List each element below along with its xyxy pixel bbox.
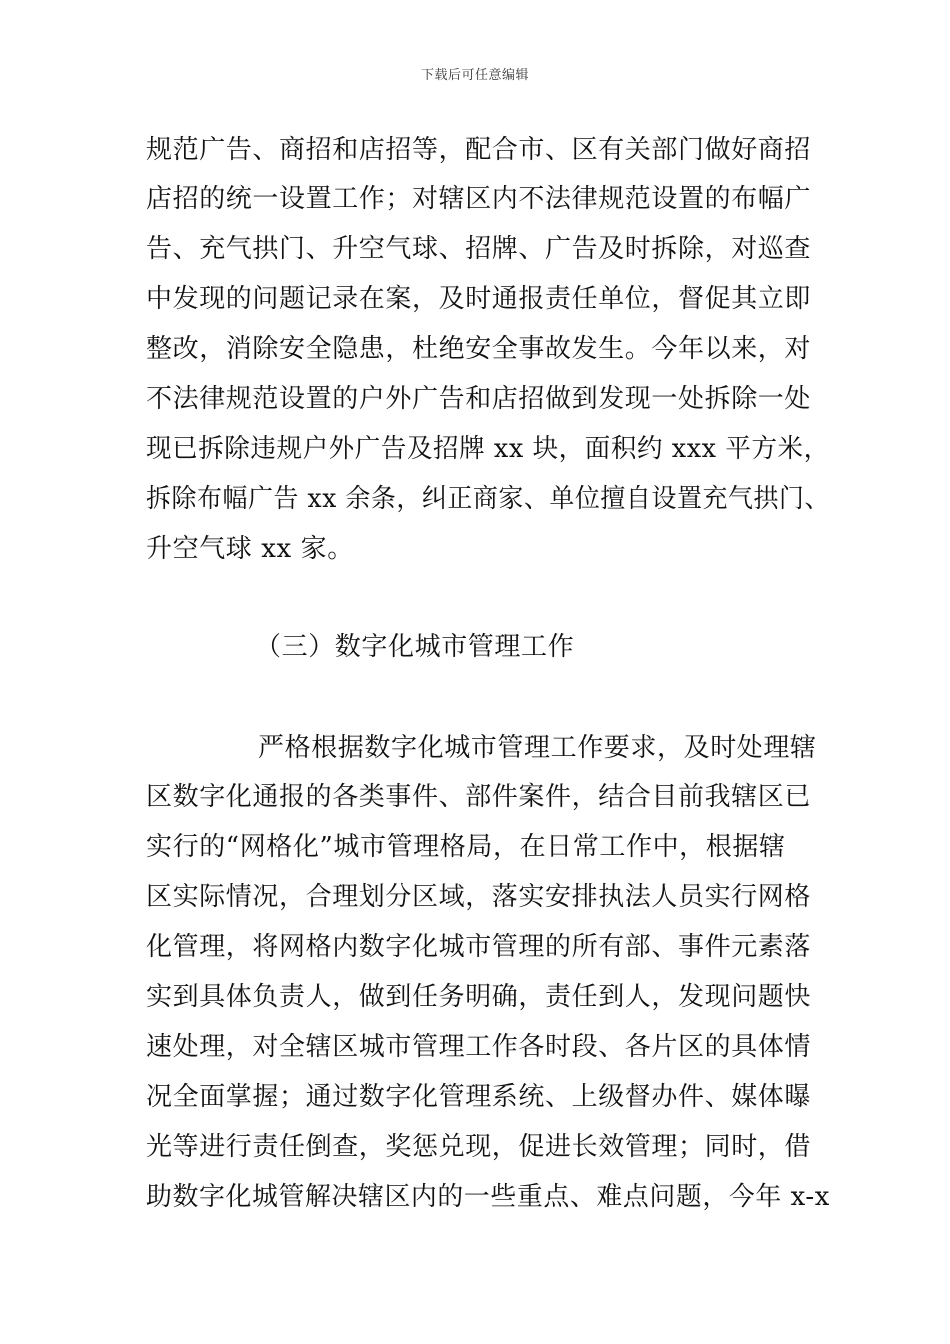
- text-line: 化管理，将网格内数字化城市管理的所有部、事件元素落: [146, 932, 812, 962]
- section-heading: （三）数字化城市管理工作: [255, 632, 575, 662]
- text-line: 告、充气拱门、升空气球、招牌、广告及时拆除，对巡查: [146, 234, 812, 264]
- text-line: 拆除布幅广告 xx 余条，纠正商家、单位擅自设置充气拱门、: [146, 484, 831, 514]
- text-line: 区数字化通报的各类事件、部件案件，结合目前我辖区已: [146, 782, 812, 812]
- text-line: 助数字化城管解决辖区内的一些重点、难点问题，今年 x-x: [146, 1182, 830, 1212]
- text-line: 速处理，对全辖区城市管理工作各时段、各片区的具体情: [146, 1032, 812, 1062]
- text-line: 不法律规范设置的户外广告和店招做到发现一处拆除一处: [146, 384, 812, 414]
- text-line: 区实际情况，合理划分区域，落实安排执法人员实行网格: [146, 882, 812, 912]
- text-line: 升空气球 xx 家。: [146, 534, 354, 564]
- text-line: 现已拆除违规户外广告及招牌 xx 块，面积约 xxx 平方米，: [146, 434, 830, 464]
- text-line: 整改，消除安全隐患，杜绝安全事故发生。今年以来，对: [146, 334, 812, 364]
- text-line: 中发现的问题记录在案，及时通报责任单位，督促其立即: [146, 284, 812, 314]
- text-line: 严格根据数字化城市管理工作要求，及时处理辖: [258, 733, 817, 763]
- text-line: 店招的统一设置工作；对辖区内不法律规范设置的布幅广: [146, 184, 812, 214]
- text-line: 实到具体负责人，做到任务明确，责任到人，发现问题快: [146, 982, 812, 1012]
- text-line: 光等进行责任倒查，奖惩兑现，促进长效管理；同时，借: [146, 1132, 812, 1162]
- text-line: 实行的“网格化”城市管理格局，在日常工作中，根据辖: [146, 832, 786, 862]
- page-header: 下载后可任意编辑: [420, 68, 529, 83]
- text-line: 况全面掌握；通过数字化管理系统、上级督办件、媒体曝: [146, 1082, 812, 1112]
- text-line: 规范广告、商招和店招等，配合市、区有关部门做好商招: [146, 135, 812, 165]
